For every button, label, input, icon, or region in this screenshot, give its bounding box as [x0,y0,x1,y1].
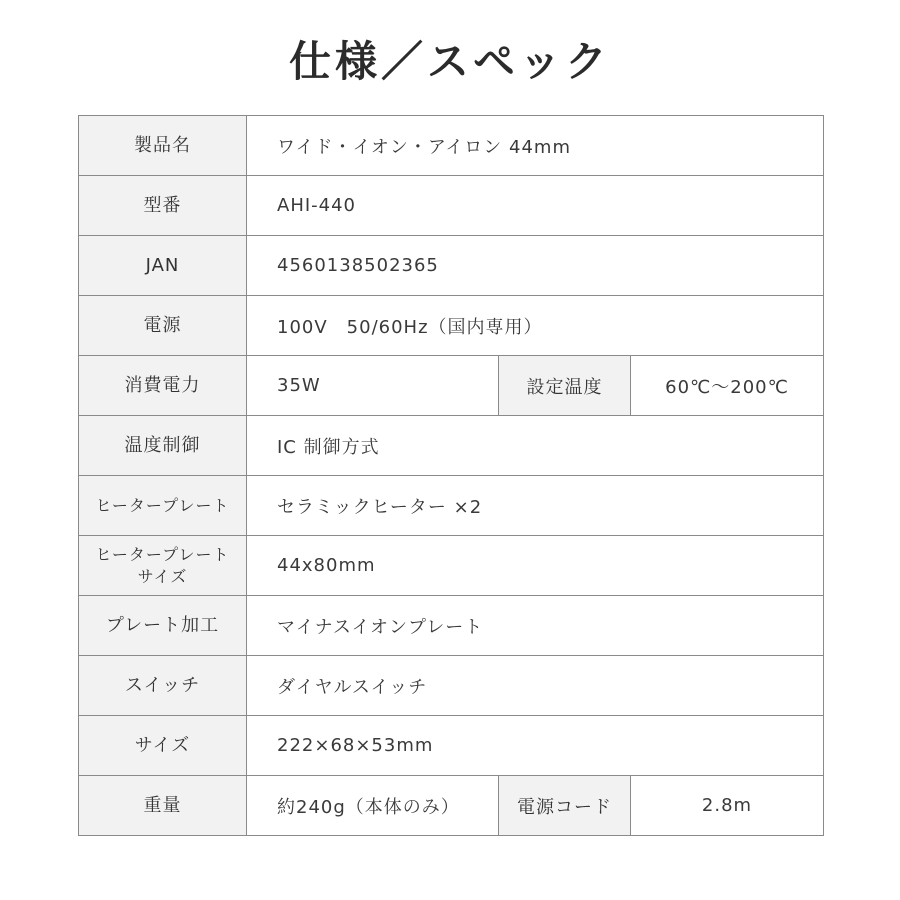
row-value: セラミックヒーター ×2 [277,496,483,518]
row-label: サイズ [79,716,247,775]
table-row [79,416,823,476]
spec-table [78,115,824,836]
row-value: マイナスイオンプレート [277,616,484,638]
row-label: 電源 [79,296,247,355]
row-label-line: サイズ [137,566,188,586]
row-value: ワイド・イオン・アイロン 44mm [277,136,571,158]
row-label: 型番 [79,176,247,235]
row-value: ダイヤルスイッチ [277,676,428,698]
row-label: ヒータープレート [79,476,247,535]
row-value: IC 制御方式 [277,436,380,458]
row-value-secondary: 2.8m [701,795,753,816]
row-label-line: ヒータープレート [95,544,230,564]
row-label-secondary: 設定温度 [499,356,631,415]
row-value: 約240g（本体のみ） [247,776,499,835]
row-label-secondary: 電源コード [499,776,631,835]
row-label: 温度制御 [79,416,247,475]
table-row [79,236,823,296]
row-label [79,536,247,595]
row-value: 100V 50/60Hz（国内専用） [277,316,543,338]
row-label: プレート加工 [79,596,247,655]
row-label: JAN [79,236,247,295]
row-label: 消費電力 [79,356,247,415]
row-label: スイッチ [79,656,247,715]
table-row [79,596,823,656]
table-row [79,356,823,416]
row-label: 製品名 [79,116,247,175]
row-value-secondary: 60℃～200℃ [665,376,789,398]
table-row [79,116,823,176]
table-row [79,656,823,716]
table-row [79,716,823,776]
row-value: 222×68×53mm [277,735,434,756]
table-row [79,176,823,236]
row-value: 35W [247,356,499,415]
table-row [79,476,823,536]
row-value: 4560138502365 [277,255,439,276]
table-row [79,536,823,596]
page-title: 仕様／スペック [288,37,611,86]
row-label: 重量 [79,776,247,835]
row-value: AHI-440 [277,195,357,216]
table-row [79,776,823,835]
row-value: 44x80mm [277,555,376,576]
table-row [79,296,823,356]
